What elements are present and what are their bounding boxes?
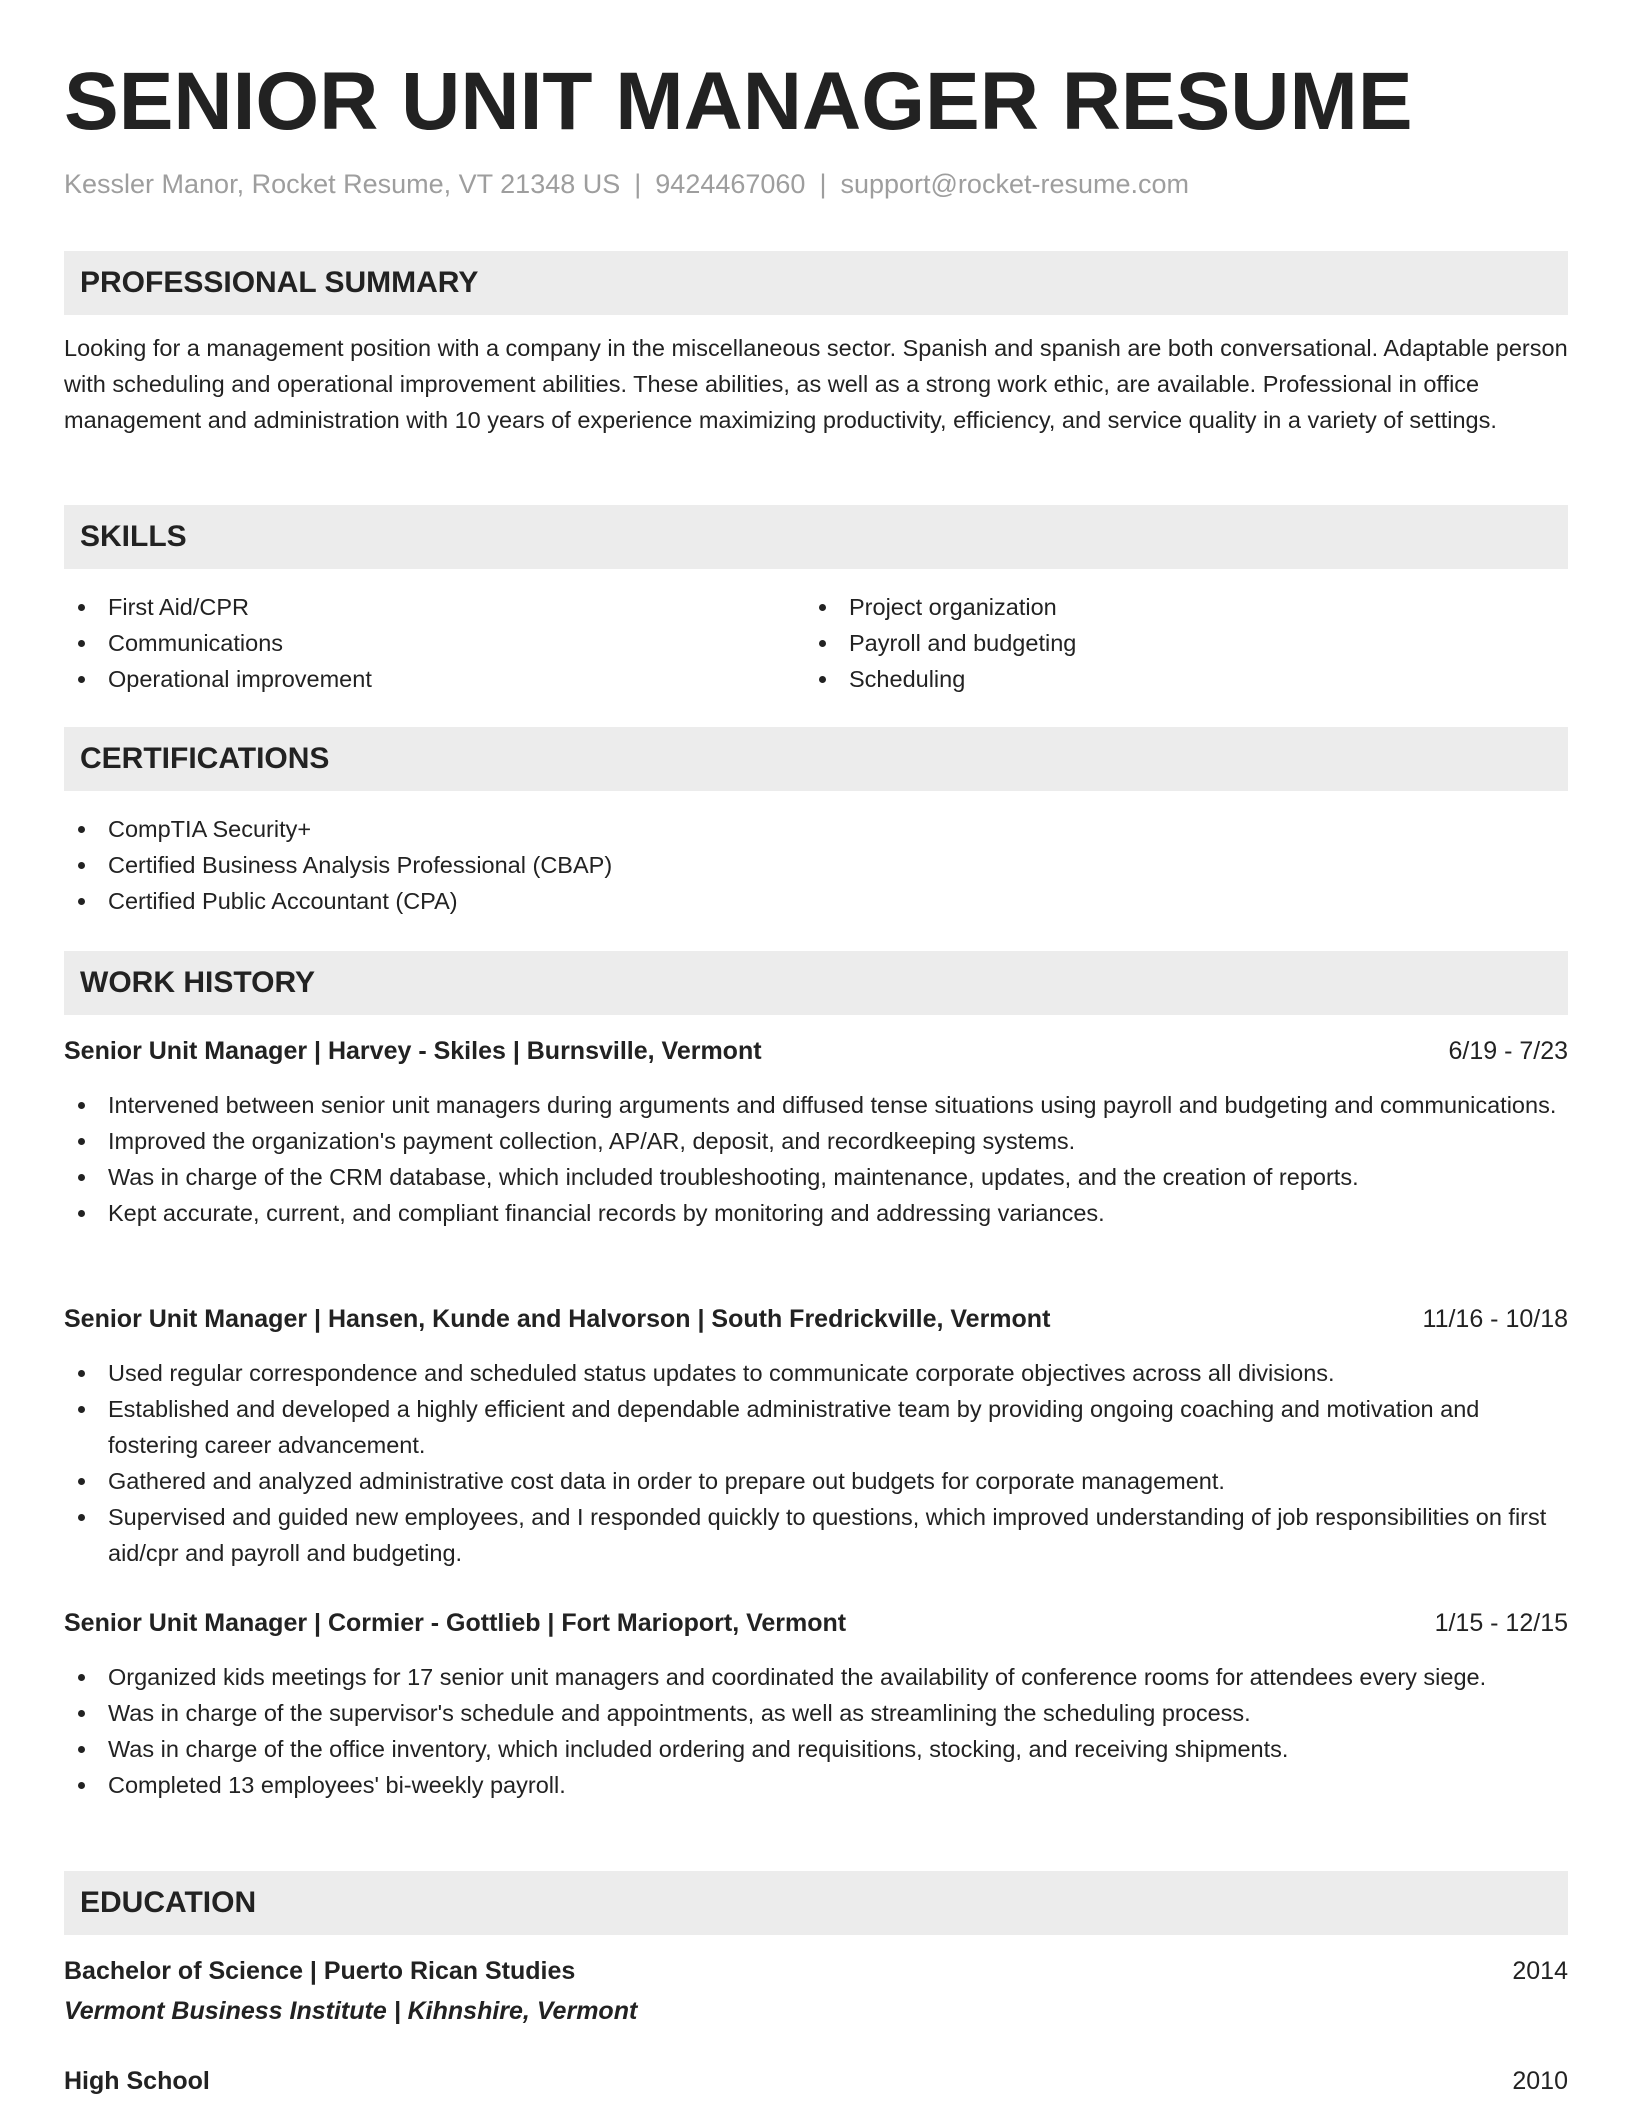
- job-bullet: Intervened between senior unit managers during arguments and diffused tense situations using payroll and budgeting and communications.: [64, 1087, 1568, 1123]
- skill-item: First Aid/CPR: [64, 589, 804, 625]
- contact-phone: 9424467060: [655, 169, 806, 199]
- contact-separator: |: [819, 169, 827, 199]
- job-bullet: Organized kids meetings for 17 senior unit managers and coordinated the availability of conference rooms for attendees every siege.: [64, 1659, 1568, 1695]
- skill-item: Project organization: [805, 589, 1545, 625]
- job-dates: 1/15 - 12/15: [1434, 1609, 1568, 1637]
- job-bullet: Improved the organization's payment collection, AP/AR, deposit, and recordkeeping systems.: [64, 1123, 1568, 1159]
- job-bullets: [64, 1087, 1568, 1231]
- skill-item: Scheduling: [805, 661, 1545, 697]
- section-heading-work-history: WORK HISTORY: [64, 951, 1568, 1015]
- section-heading-summary: PROFESSIONAL SUMMARY: [64, 251, 1568, 315]
- skills-list-right: [805, 589, 1545, 697]
- job-bullet: Was in charge of the CRM database, which included troubleshooting, maintenance, updates, and the creation of reports.: [64, 1159, 1568, 1195]
- skill-item: Operational improvement: [64, 661, 804, 697]
- certification-item: Certified Business Analysis Professional (CBAP): [64, 847, 1568, 883]
- section-heading-skills: SKILLS: [64, 505, 1568, 569]
- job-dates: 6/19 - 7/23: [1448, 1037, 1568, 1065]
- job-bullet: Was in charge of the office inventory, which included ordering and requisitions, stocking, and receiving shipments.: [64, 1731, 1568, 1767]
- education-institution: Vermont Business Institute | Kihnshire, Vermont: [64, 1997, 638, 2025]
- job-bullet: Gathered and analyzed administrative cost data in order to prepare out budgets for corporate management.: [64, 1463, 1568, 1499]
- certification-item: CompTIA Security+: [64, 811, 1568, 847]
- job-bullets-block: [64, 1659, 1568, 1803]
- job-bullet: Established and developed a highly efficient and dependable administrative team by providing ongoing coaching and motivation and fostering career advancement.: [64, 1391, 1568, 1463]
- job-bullets: [64, 1355, 1568, 1571]
- job-bullets-block: [64, 1087, 1568, 1231]
- contact-line: [64, 166, 1189, 202]
- certifications-list: [64, 811, 1568, 919]
- skills-column-left: [64, 589, 804, 697]
- education-degree: Bachelor of Science | Puerto Rican Studies: [64, 1957, 576, 1985]
- job-bullet: Completed 13 employees' bi-weekly payroll.: [64, 1767, 1568, 1803]
- certification-item: Certified Public Accountant (CPA): [64, 883, 1568, 919]
- job-dates: 11/16 - 10/18: [1422, 1305, 1568, 1333]
- contact-separator: |: [634, 169, 642, 199]
- section-heading-certifications: CERTIFICATIONS: [64, 727, 1568, 791]
- certifications-block: [64, 811, 1568, 919]
- education-year: 2010: [1512, 2067, 1568, 2095]
- job-bullet: Kept accurate, current, and compliant financial records by monitoring and addressing variances.: [64, 1195, 1568, 1231]
- job-title: Senior Unit Manager | Cormier - Gottlieb | Fort Marioport, Vermont: [64, 1609, 847, 1637]
- job-bullets-block: [64, 1355, 1568, 1571]
- job-bullet: Supervised and guided new employees, and I responded quickly to questions, which improved understanding of job responsibilities on first aid/cpr and payroll and budgeting.: [64, 1499, 1568, 1571]
- job-bullet: Used regular correspondence and scheduled status updates to communicate corporate objectives across all divisions.: [64, 1355, 1568, 1391]
- job-bullets: [64, 1659, 1568, 1803]
- summary-text: Looking for a management position with a company in the miscellaneous sector. Spanish and spanish are both conversational. Adaptable person with scheduling and operational improvement abilities. These abilities, as well as a strong work ethic, are available. Professional in office management and administration with 10 years of experience maximizing productivity, efficiency, and service quality in a variety of settings.: [64, 335, 1568, 433]
- section-heading-education: EDUCATION: [64, 1871, 1568, 1935]
- page-title: SENIOR UNIT MANAGER RESUME: [64, 56, 1413, 147]
- skill-item: Communications: [64, 625, 804, 661]
- skills-column-right: [805, 589, 1545, 697]
- skill-item: Payroll and budgeting: [805, 625, 1545, 661]
- education-degree: High School: [64, 2067, 210, 2095]
- education-year: 2014: [1512, 1957, 1568, 1985]
- contact-address: Kessler Manor, Rocket Resume, VT 21348 US: [64, 169, 621, 199]
- contact-email[interactable]: support@rocket-resume.com: [840, 169, 1189, 199]
- job-title: Senior Unit Manager | Harvey - Skiles | Burnsville, Vermont: [64, 1037, 762, 1065]
- job-title: Senior Unit Manager | Hansen, Kunde and Halvorson | South Fredrickville, Vermont: [64, 1305, 1051, 1333]
- skills-list-left: [64, 589, 804, 697]
- job-bullet: Was in charge of the supervisor's schedule and appointments, as well as streamlining the scheduling process.: [64, 1695, 1568, 1731]
